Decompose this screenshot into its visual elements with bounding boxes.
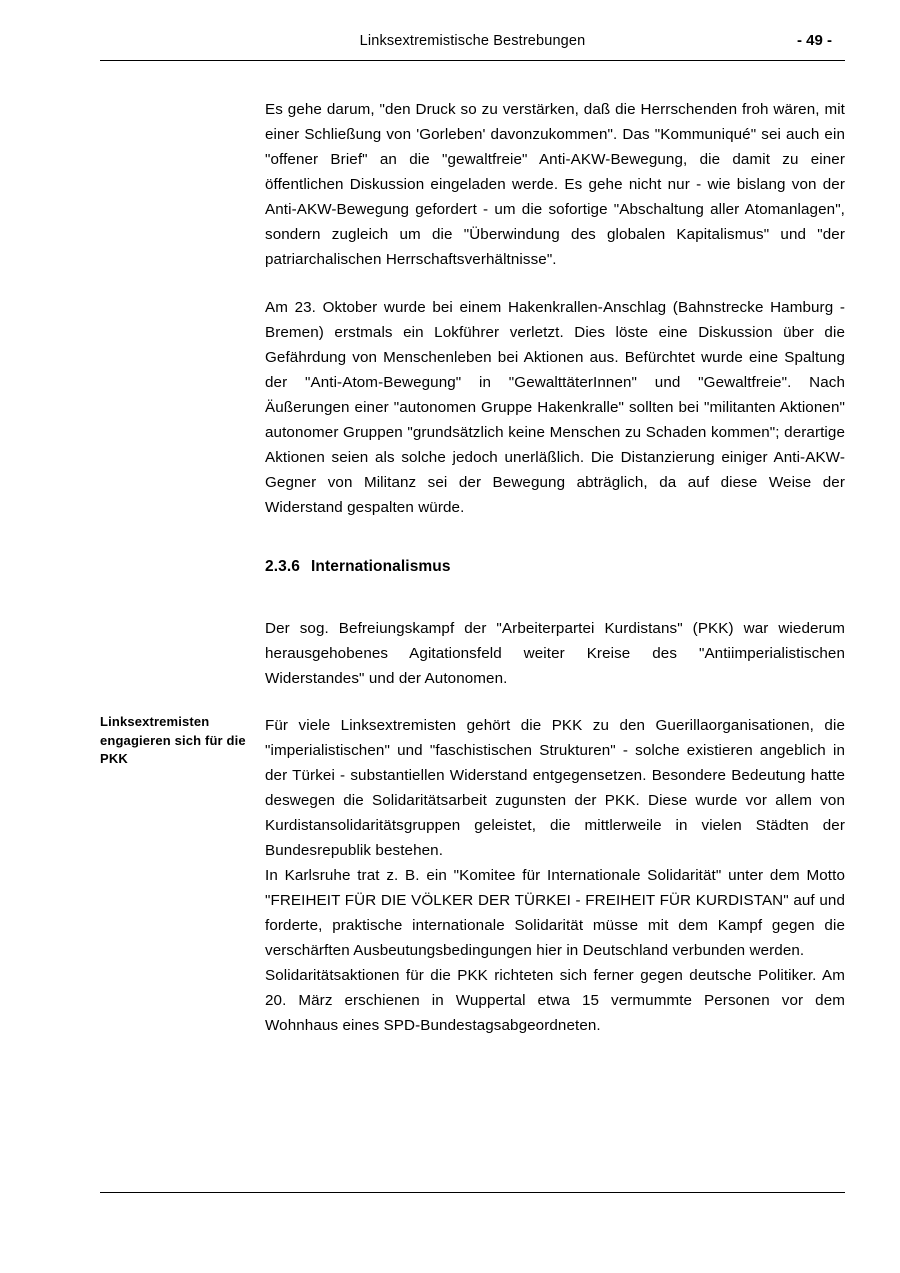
header-title: Linksextremistische Bestrebungen	[359, 33, 586, 49]
running-header	[100, 31, 845, 55]
heading-spacer-top	[100, 520, 845, 556]
paragraph-text: Für viele Linksextremisten gehört die PKK zu den Guerillaorganisationen, die "imperialistischen" und "faschistischen Strukturen" - solche existieren angeblich in der Türkei - substantiellen Widerstand entgegensetzen. Besondere Bedeutung hatte deswegen die Solidaritätsarbeit zugunsten der PKK. Diese wurde vor allem von Kurdistansolidaritätsgruppen geleistet, die mittlerweile in vielen Städten der Bundesrepublik bestehen.	[265, 717, 845, 859]
section-heading-title: Internationalismus	[310, 558, 451, 575]
page-number: - 49 -	[796, 32, 832, 49]
block-section-heading	[100, 556, 845, 578]
paragraph-text: Es gehe darum, "den Druck so zu verstärken, daß die Herrschenden froh wären, mit einer Schließung von 'Gorleben' davonzukommen". Das "Kommuniqué" sei auch ein "offener Brief" an die "gewaltfreie" Anti-AKW-Bewegung, die damit zu einer öffentlichen Diskussion eingeladen werde. Es gehe nicht nur - wie bislang von der Anti-AKW-Bewegung gefordert - um die sofortige "Abschaltung aller Atomanlagen", sondern zugleich um die "Überwindung des globalen Kapitalismus" und "der patriarchalischen Herrschaftsverhältnisse".	[265, 101, 845, 268]
footer-rule	[100, 1192, 845, 1193]
block-paragraph-2	[100, 295, 845, 520]
section-heading	[265, 556, 845, 578]
margin-note: Linksextremisten engagieren sich für die PKK	[100, 714, 246, 766]
paragraph-text: Der sog. Befreiungskampf der "Arbeiterpartei Kurdistans" (PKK) war wiederum herausgehobenes Agitationsfeld weiter Kreise des "Antiimperialistischen Widerstandes" und der Autonomen.	[265, 620, 845, 687]
heading-spacer-bottom	[100, 578, 845, 616]
section-heading-number: 2.3.6	[265, 558, 300, 575]
block-paragraph-5	[100, 863, 845, 963]
paragraph-text: In Karlsruhe trat z. B. ein "Komitee für Internationale Solidarität" unter dem Motto "FREIHEIT FÜR DIE VÖLKER DER TÜRKEI - FREIHEIT FÜR KURDISTAN" auf und forderte, praktische internationale Solidarität müsse mit dem Kampf gegen die verschärften Ausbeutungsbedingungen hier in Deutschland verbunden werden.	[265, 867, 845, 959]
block-paragraph-4	[100, 713, 845, 863]
paragraph-spacer	[100, 691, 845, 713]
block-paragraph-3	[100, 616, 845, 691]
paragraph-text: Solidaritätsaktionen für die PKK richteten sich ferner gegen deutsche Politiker. Am 20. März erschienen in Wuppertal etwa 15 vermummte Personen vor dem Wohnhaus eines SPD-Bundestagsabgeordneten.	[265, 967, 845, 1034]
page-content	[100, 97, 845, 1038]
block-paragraph-1	[100, 97, 845, 272]
paragraph-spacer	[100, 272, 845, 295]
block-paragraph-6	[100, 963, 845, 1038]
paragraph-text: Am 23. Oktober wurde bei einem Hakenkrallen-Anschlag (Bahnstrecke Hamburg - Bremen) erstmals ein Lokführer verletzt. Dies löste eine Diskussion über die Gefährdung von Menschenleben bei Aktionen aus. Befürchtet wurde eine Spaltung der "Anti-Atom-Bewegung" in "GewalttäterInnen" und "Gewaltfreie". Nach Äußerungen einer "autonomen Gruppe Hakenkralle" sollten bei "militanten Aktionen" autonomer Gruppen "grundsätzlich keine Menschen zu Schaden kommen"; derartige Aktionen seien als solche jedoch unerläßlich. Die Distanzierung einiger Anti-AKW-Gegner von Militanz sei der Bewegung abträglich, da auf diese Weise der Widerstand gespalten würde.	[265, 299, 845, 516]
header-rule	[100, 60, 845, 61]
